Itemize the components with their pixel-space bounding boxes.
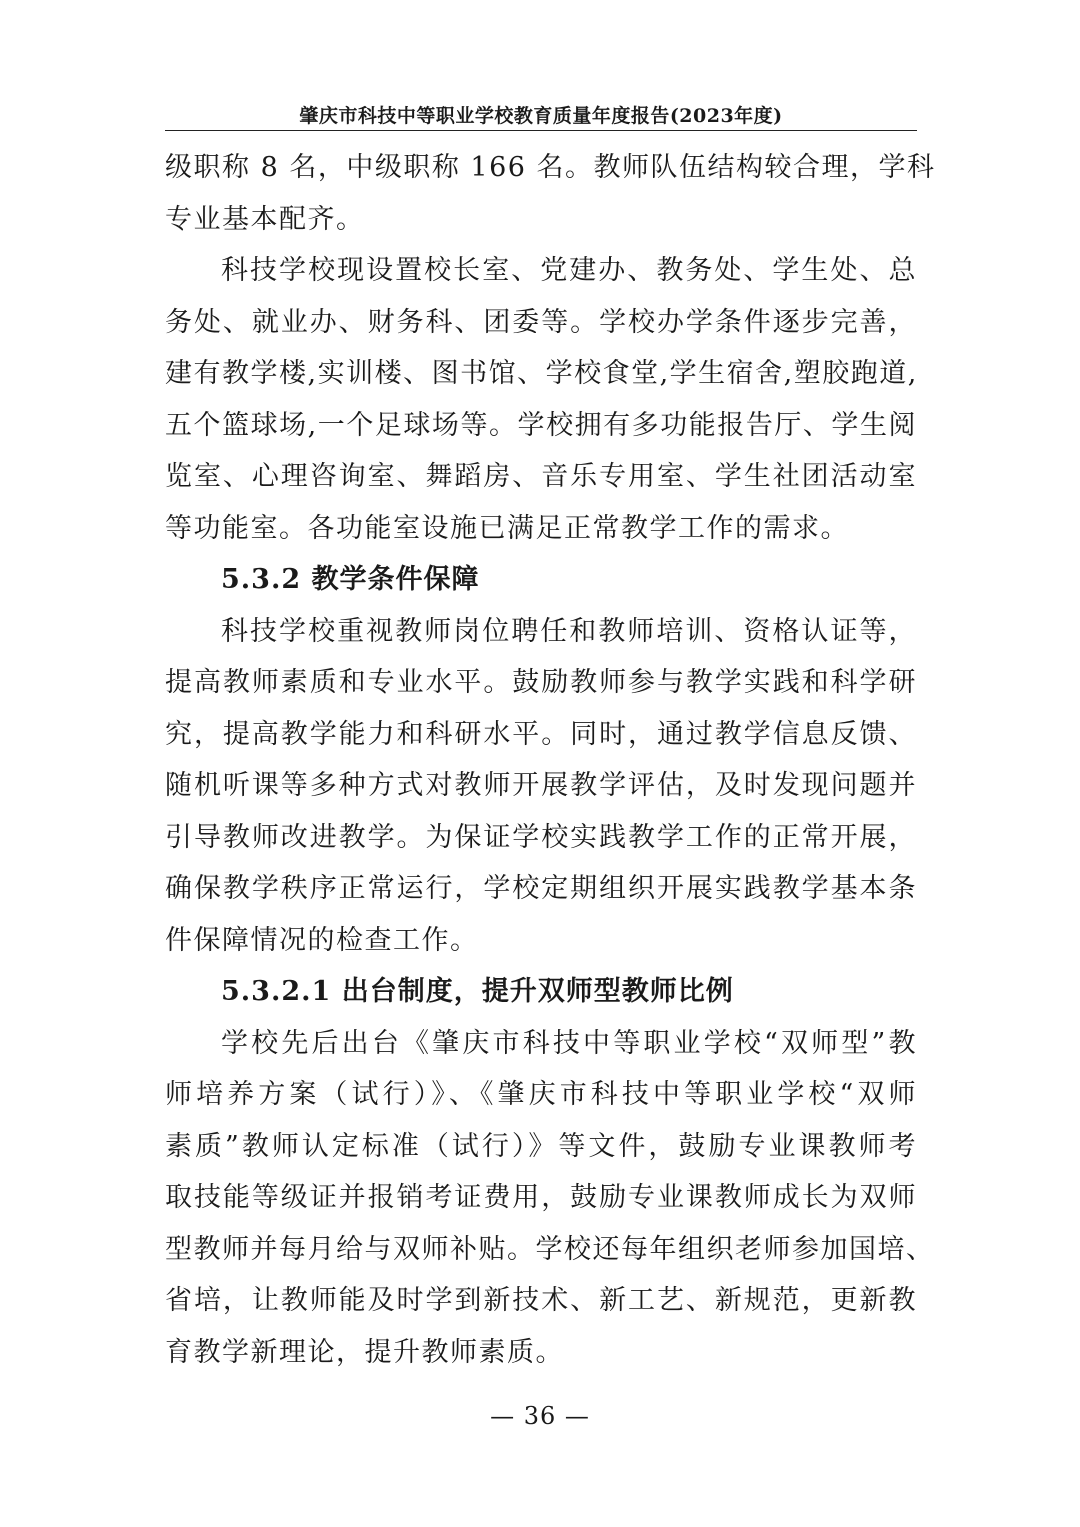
body-line: 专业基本配齐。	[165, 203, 365, 235]
body-line: 随机听课等多种方式对教师开展教学评估，及时发现问题并	[165, 770, 917, 801]
body-line: 师培养方案（试行）》、《肇庆市科技中等职业学校“双师	[165, 1079, 917, 1110]
body-line: 取技能等级证并报销考证费用，鼓励专业课教师成长为双师	[165, 1182, 917, 1213]
body-line: 等功能室。各功能室设施已满足正常教学工作的需求。	[165, 512, 849, 544]
body-line: 科技学校重视教师岗位聘任和教师培训、资格认证等，	[221, 615, 917, 647]
body-line: 学校先后出台《肇庆市科技中等职业学校“双师型”教	[221, 1027, 917, 1059]
body-line: 览室、心理咨询室、舞蹈房、音乐专用室、学生社团活动室	[165, 461, 917, 492]
body-line: 提高教师素质和专业水平。鼓励教师参与教学实践和科学研	[165, 667, 917, 698]
body-line: 五个篮球场,一个足球场等。学校拥有多功能报告厅、学生阅	[165, 409, 917, 441]
body-line: 究，提高教学能力和科研水平。同时，通过教学信息反馈、	[165, 718, 917, 750]
body-line: 级职称 8 名，中级职称 166 名。教师队伍结构较合理，学科	[165, 152, 936, 183]
page-body	[165, 142, 936, 1378]
subsection-heading: 5.3.2.1 出台制度，提升双师型教师比例	[221, 976, 734, 1007]
page-number: — 36 —	[490, 1402, 590, 1430]
body-line: 务处、就业办、财务科、团委等。学校办学条件逐步完善，	[165, 306, 917, 338]
body-line: 省培，让教师能及时学到新技术、新工艺、新规范，更新教	[165, 1285, 917, 1316]
body-line: 育教学新理论，提升教师素质。	[165, 1336, 564, 1368]
body-line: 建有教学楼,实训楼、图书馆、学校食堂,学生宿舍,塑胶跑道,	[165, 358, 918, 389]
body-line: 素质”教师认定标准（试行）》等文件，鼓励专业课教师考	[165, 1130, 917, 1162]
body-line: 科技学校现设置校长室、党建办、教务处、学生处、总	[221, 255, 917, 286]
body-line: 型教师并每月给与双师补贴。学校还每年组织老师参加国培、	[165, 1233, 935, 1265]
body-line: 件保障情况的检查工作。	[165, 924, 479, 956]
body-line: 确保教学秩序正常运行，学校定期组织开展实践教学基本条	[165, 873, 917, 904]
header-rule	[165, 130, 917, 131]
running-header: 肇庆市科技中等职业学校教育质量年度报告(2023年度)	[299, 105, 783, 127]
body-line: 引导教师改进教学。为保证学校实践教学工作的正常开展，	[165, 821, 917, 853]
section-heading: 5.3.2 教学条件保障	[221, 564, 480, 595]
